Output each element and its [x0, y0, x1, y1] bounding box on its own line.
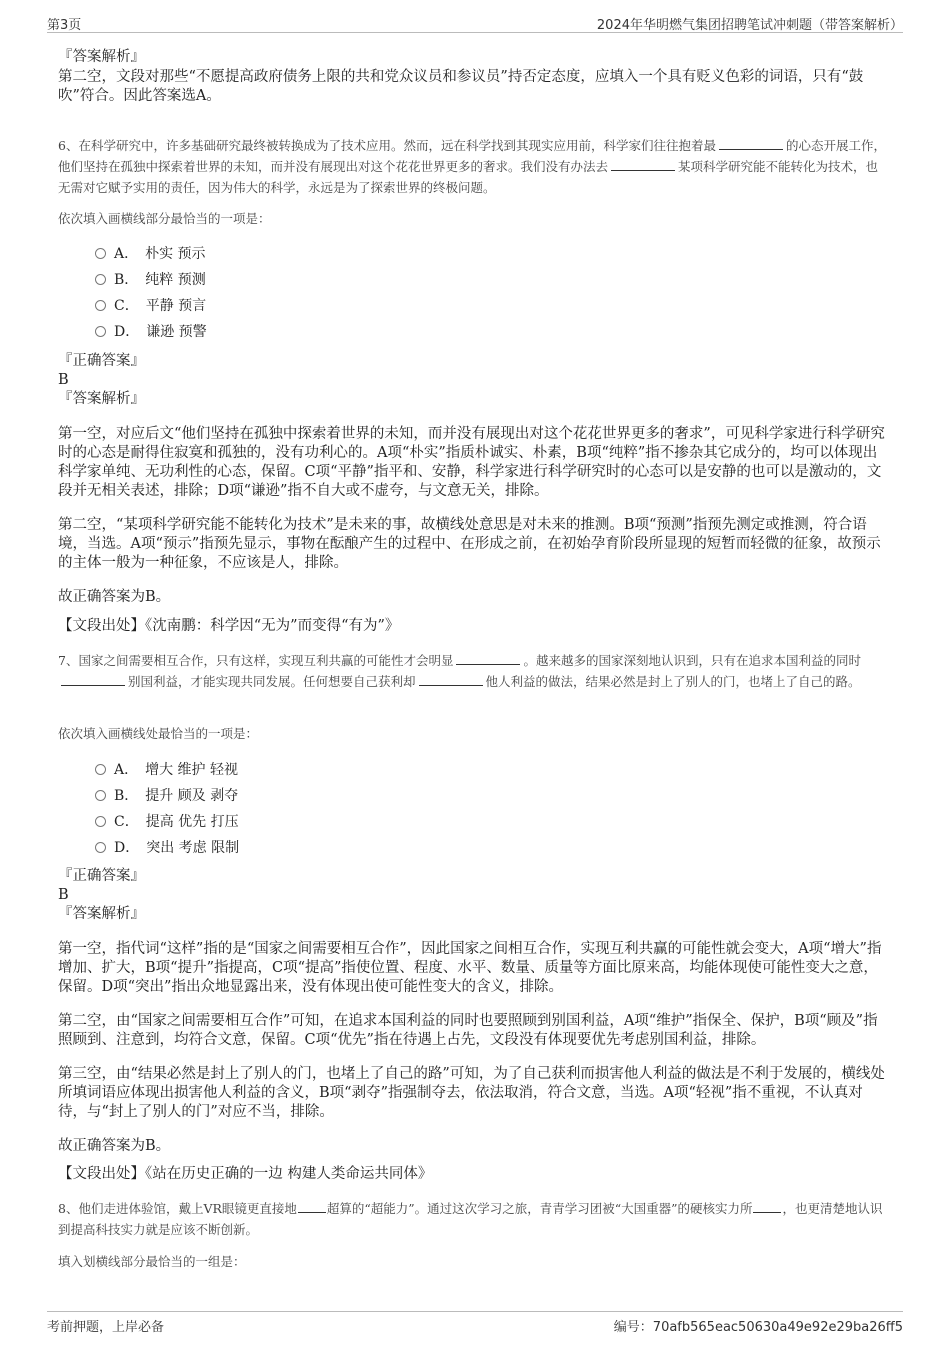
answer-blank [753, 1200, 781, 1213]
question-7-prompt: 依次填入画横线处最恰当的一项是： [58, 726, 259, 741]
answer-blank [611, 158, 675, 171]
option-b[interactable] [95, 267, 207, 293]
question-7-stem [58, 650, 888, 692]
option-b[interactable] [95, 783, 239, 809]
stem-part: 6、在科学研究中，许多基础研究最终被转换成为了技术应用。然而，远在科学找到其现实应用前，科学家们往往抱着最 [58, 138, 716, 153]
option-label: C． 平静 预言 [114, 298, 207, 314]
radio-icon[interactable] [95, 816, 106, 827]
correct-answer: B [58, 372, 69, 388]
correct-answer-label: 『正确答案』 [58, 868, 145, 884]
option-label: C． 提高 优先 打压 [114, 814, 239, 830]
option-label: D． 谦逊 预警 [114, 324, 207, 340]
question-7-options [95, 757, 239, 861]
question-6-answer [58, 352, 888, 409]
radio-icon[interactable] [95, 248, 106, 259]
question-7-analysis [58, 940, 888, 1156]
stem-part: 8、他们走进体验馆，戴上VR眼镜更直接地 [58, 1201, 297, 1216]
option-d[interactable] [95, 319, 207, 345]
stem-part: 某项科学研究能不能转化为技术，也无需对它赋予实用的责任，因为伟大的科学，永远是为了探索世界的终极问题。 [58, 159, 879, 195]
analysis-paragraph: 第二空，由“国家之间需要相互合作”可知，在追求本国利益的同时也要照顾到别国利益，A项“维护”指保全、保护，B项“顾及”指照顾到、注意到，均符合文意，保留。C项“优先”指在待遇上占先，文段没有体现要优先考虑别国利益，排除。 [58, 1013, 878, 1048]
stem-part: ，也更清楚地认识到提高科技实力就是应该不断创新。 [58, 1201, 883, 1237]
analysis-paragraph: 故正确答案为B。 [58, 1138, 171, 1154]
option-label: B． 提升 顾及 剥夺 [114, 788, 239, 804]
analysis-label: 『答案解析』 [58, 906, 145, 922]
option-label: A． 朴实 预示 [114, 246, 206, 262]
stem-part: 别国利益，才能实现共同发展。任何想要自己获利却 [128, 674, 416, 689]
question-8-stem [58, 1198, 888, 1240]
stem-part: 的心态开展工作，他们坚持在孤独中探索着世界的未知，而并没有展现出对这个花花世界更多的奢求。我们没有办法去 [58, 138, 886, 174]
question-6-stem [58, 135, 888, 198]
question-8-prompt: 填入划横线部分最恰当的一组是： [58, 1254, 246, 1269]
correct-answer-label: 『正确答案』 [58, 353, 145, 369]
option-a[interactable] [95, 241, 207, 267]
prev-analysis [58, 48, 888, 106]
page-number: 第3页 [47, 18, 82, 33]
radio-icon[interactable] [95, 764, 106, 775]
radio-icon[interactable] [95, 326, 106, 337]
option-label: B． 纯粹 预测 [114, 272, 206, 288]
answer-blank [298, 1200, 326, 1213]
question-7-source: 【文段出处】《站在历史正确的一边 构建人类命运共同体》 [58, 1166, 433, 1182]
question-6-source: 【文段出处】《沈南鹏：科学因“无为”而变得“有为”》 [58, 618, 400, 634]
page-footer [47, 1311, 903, 1338]
option-c[interactable] [95, 293, 207, 319]
answer-blank [719, 137, 783, 150]
analysis-paragraph: 第一空，指代词“这样”指的是“国家之间需要相互合作”，因此国家之间相互合作，实现互利共赢的可能性就会变大，A项“增大”指增加、扩大，B项“提升”指提高，C项“提高”指使位置、程度、水平、数量、质量等方面比原来高，均能体现使可能性变大之意，保留。D项“突出”指出众地显露出来，没有体现出使可能性变大的含义，排除。 [58, 941, 882, 995]
document-title: 2024年华明燃气集团招聘笔试冲刺题（带答案解析） [596, 18, 903, 33]
question-7-answer [58, 867, 888, 924]
option-a[interactable] [95, 757, 239, 783]
analysis-text: 第二空，文段对那些“不愿提高政府债务上限的共和党众议员和参议员”持否定态度，应填入一个具有贬义色彩的词语，只有“鼓吹”符合。因此答案选A。 [58, 69, 864, 104]
option-c[interactable] [95, 809, 239, 835]
answer-blank [419, 673, 483, 686]
option-d[interactable] [95, 835, 239, 861]
option-label: A． 增大 维护 轻视 [114, 762, 239, 778]
correct-answer: B [58, 887, 69, 903]
radio-icon[interactable] [95, 790, 106, 801]
document-code: 编号：70afb565eac50630a49e92e29ba26ff5 [613, 1320, 903, 1335]
answer-blank [61, 673, 125, 686]
radio-icon[interactable] [95, 842, 106, 853]
footer-slogan: 考前押题，上岸必备 [47, 1320, 165, 1335]
analysis-paragraph: 故正确答案为B。 [58, 589, 171, 605]
stem-part: 他人利益的做法，结果必然是封上了别人的门，也堵上了自己的路。 [485, 674, 861, 689]
question-6-options [95, 241, 207, 345]
answer-blank [456, 652, 520, 665]
radio-icon[interactable] [95, 274, 106, 285]
question-6-analysis [58, 425, 888, 607]
option-label: D． 突出 考虑 限制 [114, 840, 240, 856]
question-6-prompt: 依次填入画横线部分最恰当的一项是： [58, 211, 271, 226]
radio-icon[interactable] [95, 300, 106, 311]
analysis-label: 『答案解析』 [58, 391, 145, 407]
analysis-paragraph: 第二空，“某项科学研究能不能转化为技术”是未来的事，故横线处意思是对未来的推测。B项“预测”指预先测定或推测，符合语境，当选。A项“预示”指预先显示，事物在酝酿产生的过程中、在形成之前，在初始孕育阶段所显现的短暂而轻微的征象，故预示的主体一般为一种征象，不应该是人，排除。 [58, 517, 881, 571]
analysis-paragraph: 第三空，由“结果必然是封上了别人的门，也堵上了自己的路”可知，为了自己获利而损害他人利益的做法是不利于发展的，横线处所填词语应体现出损害他人利益的含义，B项“剥夺”指强制夺去，依法取消，符合文意，当选。A项“轻视”指不重视，不认真对待，与“封上了别人的门”对应不当，排除。 [58, 1066, 885, 1120]
analysis-paragraph: 第一空，对应后文“他们坚持在孤独中探索着世界的未知，而并没有展现出对这个花花世界更多的奢求”，可见科学家进行科学研究时的心态是耐得住寂寞和孤独的，没有功利心的。A项“朴实”指质朴诚实、朴素，B项“纯粹”指不掺杂其它成分的，均可以体现出科学家单纯、无功利性的心态，保留。C项“平静”指平和、安静，科学家进行科学研究时的心态可以是安静的也可以是激动的，文段并无相关表述，排除；D项“谦逊”指不自大或不虚夸，与文意无关，排除。 [58, 426, 885, 499]
stem-part: 超算的“超能力”。通过这次学习之旅，青青学习团被“大国重器”的硬核实力所 [326, 1201, 753, 1216]
stem-part: 7、国家之间需要相互合作，只有这样，实现互利共赢的可能性才会明显 [58, 653, 454, 668]
page-header [47, 10, 903, 33]
analysis-label: 『答案解析』 [58, 49, 145, 65]
stem-part: 。越来越多的国家深刻地认识到，只有在追求本国利益的同时 [523, 653, 861, 668]
